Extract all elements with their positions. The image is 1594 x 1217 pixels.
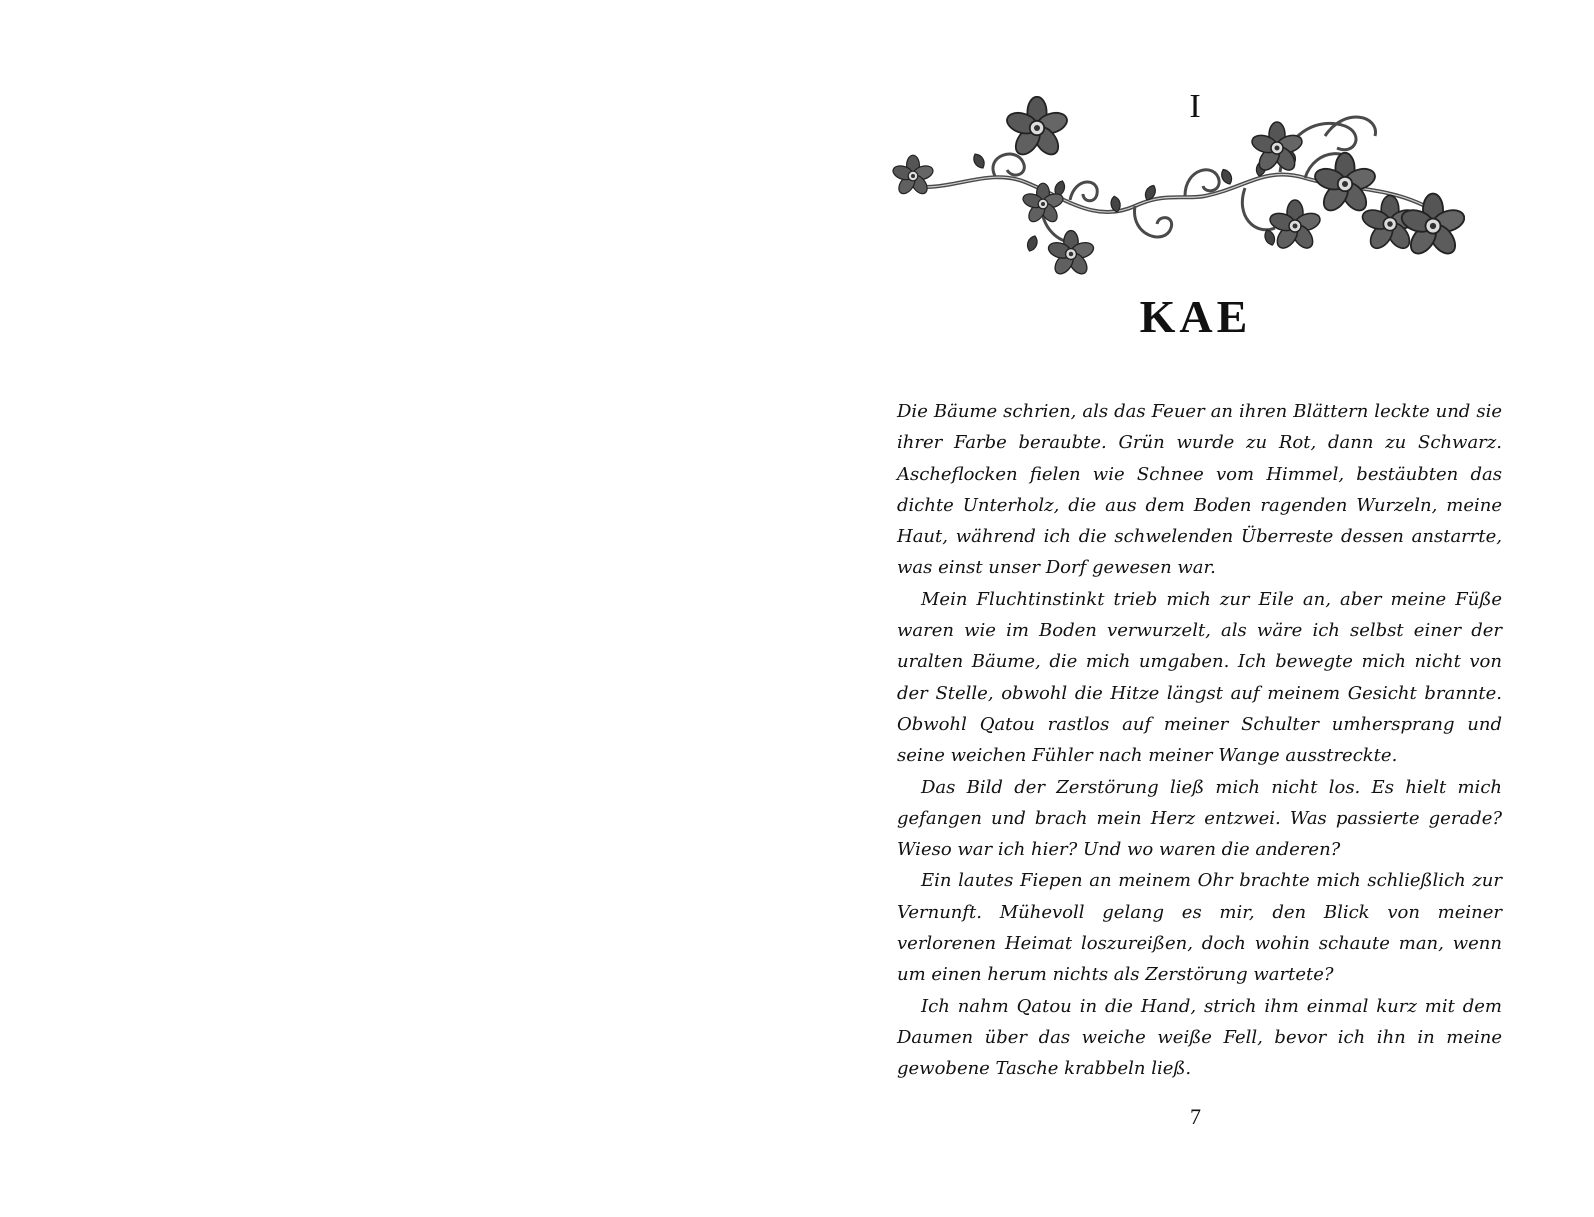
paragraph: Mein Fluchtinstinkt trieb mich zur Eile an, aber meine Füße waren wie im Boden verwurzelt, als wäre ich selbst einer der uralten Bäume, die mich umgaben. Ich bewegte mich nicht von der Stelle, obwohl die Hitze längst auf meinem Gesicht brannte. Obwohl Qatou rastlos auf meiner Schulter umhersprang und seine weichen Fühler nach meiner Wange ausstreckte. xyxy=(897,588,1502,767)
chapter-number: I xyxy=(1189,88,1202,125)
right-page xyxy=(797,0,1594,1217)
floral-vine-icon xyxy=(885,96,1465,286)
paragraph: Das Bild der Zerstörung ließ mich nicht los. Es hielt mich gefangen und brach mein Herz entzwei. Was passierte gerade? Wieso war ich hier? Und wo waren die anderen? xyxy=(897,776,1502,861)
page-number: 7 xyxy=(1190,1104,1201,1129)
paragraph: Ein lautes Fiepen an meinem Ohr brachte mich schließlich zur Vernunft. Mühevoll gelang es mir, den Blick von meiner verlorenen Heimat loszureißen, doch wohin schaute man, wenn um einen herum nichts als Zerstörung wartete? xyxy=(897,870,1502,986)
paragraph: Die Bäume schrien, als das Feuer an ihren Blättern leckte und sie ihrer Farbe beraubte. Grün wurde zu Rot, dann zu Schwarz. Ascheflocken fielen wie Schnee vom Himmel, bestäubten das dichte Unterholz, die aus dem Boden ragenden Wurzeln, meine Haut, während ich die schwelenden Überreste dessen anstarrte, was einst unser Dorf gewesen war. xyxy=(897,401,1502,579)
chapter-title: KAE xyxy=(1139,291,1252,342)
chapter-text xyxy=(897,396,1502,1085)
paragraph: Ich nahm Qatou in die Hand, strich ihm einmal kurz mit dem Daumen über das weiche weiße Fell, bevor ich ihn in meine gewobene Tasche krabbeln ließ. xyxy=(897,995,1502,1080)
